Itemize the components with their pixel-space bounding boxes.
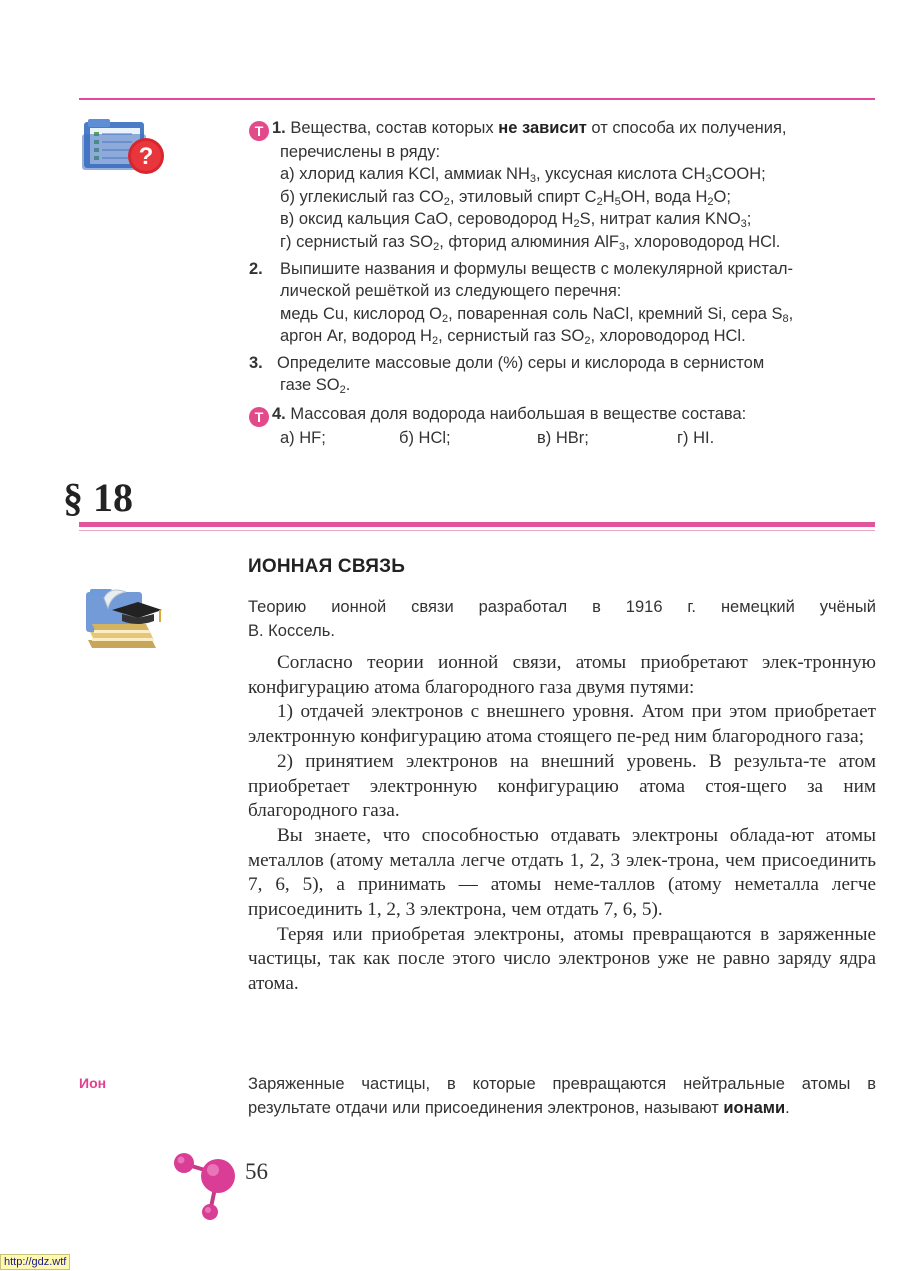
- definition: [248, 1072, 876, 1120]
- question-text: лической решёткой из следующего перечня:: [280, 282, 622, 301]
- question-1: [249, 117, 879, 253]
- books-graduation-cap-icon: [82, 588, 166, 652]
- margin-term: Ион: [79, 1075, 107, 1091]
- section-divider: [79, 522, 875, 527]
- svg-text:?: ?: [138, 143, 154, 170]
- intro-line: Теорию ионной связи разработал в 1916 г. немецкий учёный: [248, 598, 876, 616]
- question-text: Определите массовые доли (%) серы и кислорода в сернистом: [277, 354, 765, 372]
- answer-option: г) HI.: [677, 429, 715, 447]
- answer-option: а) HF;: [280, 429, 326, 447]
- question-number: 3.: [249, 354, 263, 372]
- source-link[interactable]: http://gdz.wtf: [0, 1254, 70, 1270]
- paragraph: 1) отдачей электронов с внешнего уровня. Атом при этом приобретает электронную конфигурацию атома стоящего пе-ред ним благородного газа;: [248, 701, 876, 748]
- answer-option: в) HBr;: [537, 429, 589, 447]
- intro-line: В. Коссель.: [248, 621, 335, 640]
- question-text: газе $SO_2$.: [280, 376, 351, 397]
- substance-list: аргон Ar, водород $H_2$, сернистый газ $SO_2$, хлороводород HCl.: [280, 327, 746, 348]
- top-divider: [79, 98, 875, 100]
- defined-term: ионами: [723, 1099, 786, 1117]
- question-4: [249, 403, 879, 449]
- question-number: 2.: [249, 260, 263, 278]
- molecule-icon: [170, 1150, 250, 1225]
- substance-list: медь Cu, кислород $O_2$, поваренная соль NaCl, кремний Si, сера $S_8$,: [280, 304, 794, 325]
- paragraph: Вы знаете, что способностью отдавать электроны облада-ют атомы металлов (атому металла легче отдать 1, 2, 3 элек-трона, чем присоединить 7, 6, 5), а принимать — атомы неме-таллов (атому неметалла легче присоединить 1, 2, 3 электрона, чем отдать 7, 6, 5).: [248, 824, 876, 921]
- test-badge-icon: Т: [249, 407, 269, 427]
- option-a: а) хлорид калия KCl, аммиак $NH_3$, уксусная кислота $CH_3COOH$;: [280, 165, 766, 186]
- answer-options: [249, 427, 879, 449]
- emphasis: не зависит: [498, 119, 587, 137]
- questions-folder-icon: [82, 118, 166, 180]
- section-heading: ИОННАЯ СВЯЗЬ: [248, 556, 406, 577]
- question-2: [249, 258, 879, 348]
- question-text: Вещества, состав которых: [290, 119, 499, 137]
- question-text: Массовая доля водорода наибольшая в веществе состава:: [290, 405, 747, 423]
- test-badge-icon: Т: [249, 121, 269, 141]
- option-b: б) углекислый газ $CO_2$, этиловый спирт $C_2H_5OH$, вода $H_2O$;: [280, 187, 731, 208]
- page-number: 56: [245, 1159, 268, 1184]
- question-number: 4.: [272, 405, 286, 423]
- paragraph: Теряя или приобретая электроны, атомы превращаются в заряженные частицы, так как после этого число электронов уже не равно заряду ядра атома.: [248, 923, 876, 995]
- question-1-lines: [249, 141, 879, 253]
- intro-text: [248, 596, 876, 643]
- paragraph: Согласно теории ионной связи, атомы приобретают элек-тронную конфигурацию атома благородного газа двумя путями:: [248, 652, 876, 698]
- question-3: [249, 352, 879, 397]
- option-d: г) сернистый газ $SO_2$, фторид алюминия AlF$_3$, хлороводород HCl.: [280, 232, 781, 253]
- paragraph: 2) принятием электронов на внешний уровень. В результа-те атом приобретает электронную конфигурацию атома стоя-щего за ним благородного газа.: [248, 750, 876, 822]
- body-text: [248, 651, 876, 997]
- question-number: 1.: [272, 119, 286, 137]
- section-number: § 18: [63, 475, 133, 520]
- definition-text: .: [785, 1099, 790, 1117]
- option-c: в) оксид кальция CaO, сероводород $H_2S$, нитрат калия $KNO_3$;: [280, 210, 752, 231]
- question-text: перечислены в ряду:: [280, 143, 441, 161]
- answer-option: б) HCl;: [399, 429, 451, 447]
- section-divider-thin: [79, 530, 875, 531]
- definition-text: Заряженные частицы, в которые превращаются нейтральные атомы в результате отдачи или присоединения электронов, называют: [248, 1075, 876, 1117]
- question-1-stem: [249, 117, 879, 141]
- question-text: от способа их получения,: [586, 119, 787, 137]
- question-text: Выпишите названия и формулы веществ с молекулярной кристал-: [280, 260, 794, 278]
